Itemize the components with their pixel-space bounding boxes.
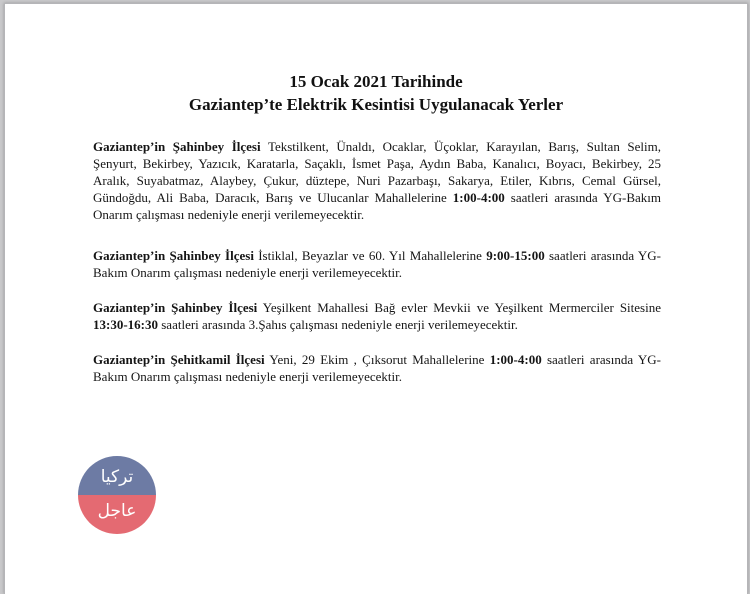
logo-text-line2: عاجل [97,501,137,521]
district-label: Gaziantep’in Şahinbey İlçesi [93,139,261,154]
outage-reason: saatleri arasında YG-Bakım Onarım çalışması nedeniyle enerji verilemeyecektir. [93,190,662,222]
document-title-line1: 15 Ocak 2021 Tarihinde [289,72,463,91]
outage-paragraph [93,138,661,223]
outage-paragraph [93,299,661,333]
neighbourhood-list: İstiklal, Beyazlar ve 60. Yıl Mahallelerine [253,248,487,263]
outage-time: 1:00-4:00 [489,352,542,367]
document-page [4,3,748,594]
outage-paragraph [93,247,661,281]
neighbourhood-list: Yeşilkent Mahallesi Bağ evler Mevkii ve Yeşilkent Mermerciler Sitesine [257,300,661,315]
watermark-logo [78,456,156,534]
outage-reason: saatleri arasında YG-Bakım Onarım çalışması nedeniyle enerji verilemeyecektir. [93,352,662,384]
neighbourhood-list: Yeni, 29 Ekim , Çıksorut Mahallelerine [264,352,490,367]
district-label: Gaziantep’in Şehitkamil İlçesi [93,352,265,367]
neighbourhood-list: Tekstilkent, Ünaldı, Ocaklar, Üçoklar, Karayılan, Barış, Sultan Selim, Şenyurt, Bekirbey, Yazıcık, Karatarla, Saçaklı, İsmet Paşa, Aydın Baba, Kanalıcı, Boyacı, Bekirbey, 25 Aralık, Suyabatmaz, Alaybey, Çukur, düztepe, Nuri Pazarbaşı, Sakarya, Etiler, Kıbrıs, Cemal Gürsel, Gündoğdu, Ali Baba, Daracık, Barış ve Ulucanlar Mahallelerine [93,139,661,205]
outage-time: 1:00-4:00 [452,190,505,205]
outage-reason: saatleri arasında 3.Şahıs çalışması nedeniyle enerji verilemeyecektir. [158,317,518,332]
outage-reason: saatleri arasında YG-Bakım Onarım çalışması nedeniyle enerji verilemeyecektir. [93,248,661,280]
outage-time: 13:30-16:30 [93,317,158,332]
outage-time: 9:00-15:00 [486,248,545,263]
logo-text-line1: تركيا [100,467,134,487]
district-label: Gaziantep’in Şahinbey İlçesi [93,248,254,263]
document-title-line2: Gaziantep’te Elektrik Kesintisi Uygulanacak Yerler [188,95,564,114]
outage-paragraph [93,351,661,385]
district-label: Gaziantep’in Şahinbey İlçesi [93,300,258,315]
